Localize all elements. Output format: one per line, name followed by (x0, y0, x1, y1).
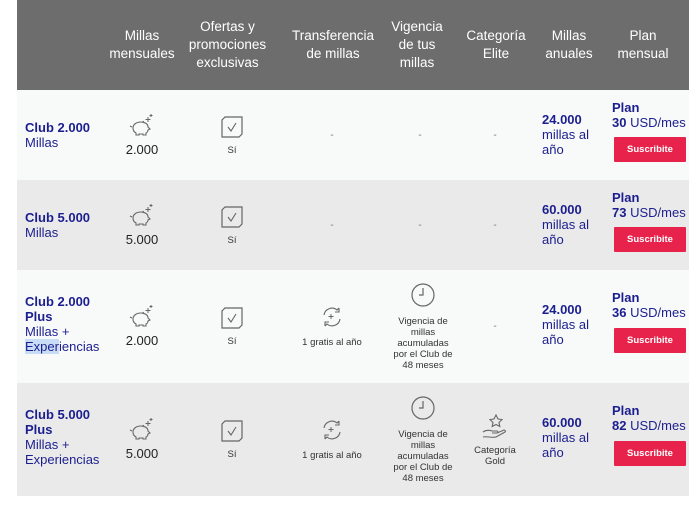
vigencia-cell (390, 270, 456, 383)
millas-mensuales-value: 5.000 (125, 446, 159, 461)
transferencia-cell (287, 270, 377, 383)
categoria-value: - (493, 219, 497, 231)
categoria-cell (469, 180, 521, 270)
vigencia-cell (390, 383, 456, 496)
transferencia-cell (287, 180, 377, 270)
tag-check-icon (220, 115, 244, 139)
millas-cell (117, 270, 167, 383)
clock-icon (410, 282, 436, 308)
plan-price (612, 290, 689, 320)
plan-label: Plan (612, 290, 640, 305)
millas-anuales-number: 60.000 (542, 202, 582, 217)
header-ofertas: Ofertas y promociones exclusivas (188, 19, 267, 70)
table-row (17, 270, 689, 383)
plan-label: Plan (612, 190, 640, 205)
price-line (612, 305, 686, 320)
price-unit: USD/mes (630, 115, 686, 130)
tag-check-icon (220, 306, 244, 330)
plan-title: Club 2.000 (25, 120, 91, 135)
vigencia-value: - (418, 129, 422, 141)
plan-title: Club 5.000 (25, 210, 91, 225)
ofertas-value: Sí (227, 449, 237, 460)
ofertas-cell (212, 270, 252, 383)
price-value: 30 (612, 115, 627, 130)
vigencia-value: Vigencia de millas acumuladas por el Club de 48 meses (393, 316, 453, 371)
price-value: 36 (612, 305, 627, 320)
millas-anuales (542, 202, 612, 247)
transferencia-cell (287, 90, 377, 180)
millas-anuales-text: millas al año (542, 127, 589, 157)
header-plan-mensual: Plan mensual (617, 28, 669, 61)
millas-anuales (542, 415, 612, 460)
plan-price (612, 190, 689, 220)
plan-name (25, 294, 111, 354)
vigencia-value: - (418, 219, 422, 231)
millas-cell (117, 180, 167, 270)
categoria-cell (469, 383, 521, 496)
transferencia-value: - (330, 219, 334, 231)
millas-anuales (542, 302, 612, 347)
piggy-bank-icon (129, 204, 155, 228)
plan-subtitle-line2 (25, 339, 111, 354)
ofertas-value: Sí (227, 144, 237, 156)
millas-anuales-text: millas al año (542, 317, 589, 347)
categoria-cell (469, 270, 521, 383)
transfer-arrows-icon (319, 305, 345, 329)
millas-mensuales-value: 5.000 (125, 231, 159, 247)
vigencia-cell (387, 90, 453, 180)
tag-check-icon (220, 419, 244, 443)
ofertas-cell (212, 383, 252, 496)
categoria-value: - (493, 129, 497, 141)
ofertas-cell (212, 90, 252, 180)
price-line (612, 115, 686, 130)
price-unit: USD/mes (630, 418, 686, 433)
price-line (612, 205, 686, 220)
millas-mensuales-value: 2.000 (125, 333, 159, 348)
price-unit: USD/mes (630, 305, 686, 320)
header-millas-anuales: Millas anuales (545, 28, 593, 61)
star-hand-icon (481, 413, 509, 439)
subscribe-button[interactable]: Suscribite (614, 441, 686, 466)
categoria-value: Categoría Gold (474, 444, 516, 467)
millas-cell (117, 383, 167, 496)
transferencia-value: 1 gratis al año (302, 450, 362, 461)
table-row (17, 383, 689, 496)
plans-comparison-table (17, 0, 689, 496)
piggy-bank-icon (129, 418, 155, 442)
header-transferencia: Transferencia de millas (291, 28, 375, 61)
plan-title: Club 2.000 Plus (25, 294, 91, 324)
transferencia-value: - (330, 129, 334, 141)
plan-name (25, 120, 111, 150)
plan-price (612, 100, 689, 130)
selected-text: Exper (25, 339, 59, 354)
plan-title: Club 5.000 Plus (25, 407, 91, 437)
plan-label: Plan (612, 100, 640, 115)
plan-price (612, 403, 689, 433)
vigencia-value: Vigencia de millas acumuladas por el Club de 48 meses (393, 429, 453, 484)
millas-anuales (542, 112, 612, 157)
header-categoria-elite: Categoría Elite (466, 28, 526, 61)
piggy-bank-icon (129, 114, 155, 138)
plan-label: Plan (612, 403, 640, 418)
vigencia-cell (387, 180, 453, 270)
millas-cell (117, 90, 167, 180)
clock-icon (410, 395, 436, 421)
tag-check-icon (220, 205, 244, 229)
ofertas-value: Sí (227, 336, 237, 347)
plan-subtitle-rest: iencias (58, 339, 100, 354)
transferencia-cell (287, 383, 377, 496)
subscribe-button[interactable]: Suscribite (614, 328, 686, 353)
plan-name (25, 407, 111, 467)
plan-subtitle-line1: Millas + (25, 324, 70, 339)
millas-anuales-number: 60.000 (542, 415, 582, 430)
millas-anuales-number: 24.000 (542, 112, 582, 127)
plan-subtitle: Millas + Experiencias (25, 437, 100, 467)
table-header (17, 0, 689, 90)
ofertas-cell (212, 180, 252, 270)
plan-subtitle: Millas (25, 135, 59, 150)
price-value: 73 (612, 205, 627, 220)
transfer-arrows-icon (319, 418, 345, 442)
subscribe-button[interactable]: Suscribite (614, 227, 686, 252)
price-line (612, 418, 686, 433)
categoria-value: - (493, 321, 497, 332)
millas-mensuales-value: 2.000 (125, 141, 159, 157)
subscribe-button[interactable]: Suscribite (614, 137, 686, 162)
table-row (17, 180, 689, 270)
millas-anuales-text: millas al año (542, 217, 589, 247)
piggy-bank-icon (129, 305, 155, 329)
header-vigencia: Vigencia de tus millas (391, 19, 443, 70)
header-millas-mensuales: Millas mensuales (109, 28, 175, 61)
ofertas-value: Sí (227, 234, 237, 246)
categoria-cell (469, 90, 521, 180)
plan-name (25, 210, 111, 240)
millas-anuales-text: millas al año (542, 430, 589, 460)
plan-subtitle: Millas (25, 225, 59, 240)
transferencia-value: 1 gratis al año (302, 337, 362, 348)
millas-anuales-number: 24.000 (542, 302, 582, 317)
price-unit: USD/mes (630, 205, 686, 220)
table-row (17, 90, 689, 180)
price-value: 82 (612, 418, 627, 433)
